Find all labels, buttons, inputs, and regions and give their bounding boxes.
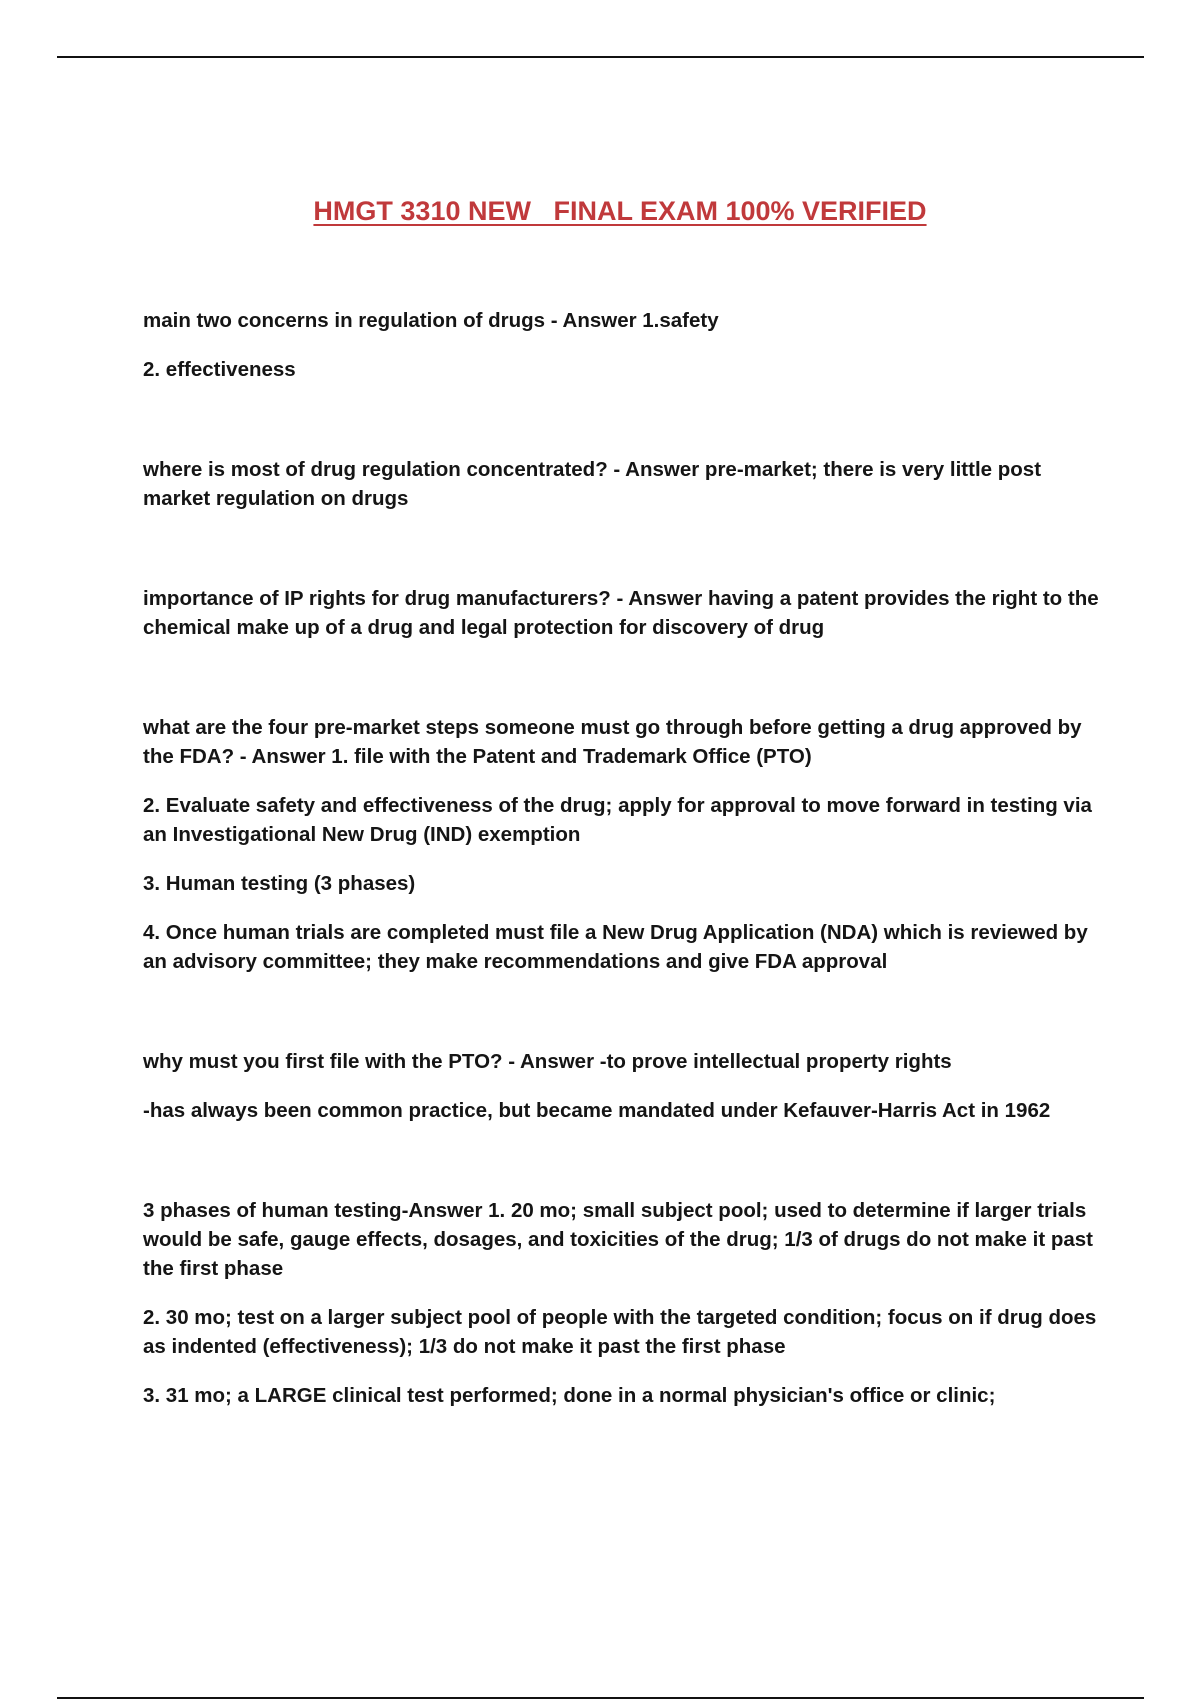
paragraph-q4-item3: 3. Human testing (3 phases) (143, 872, 416, 895)
document-title-text: HMGT 3310 NEW FINAL EXAM 100% VERIFIED (313, 196, 927, 226)
document-body (143, 306, 1103, 1410)
paragraph-q2: where is most of drug regulation concentrated? - Answer pre-market; there is very little post market regulation on drugs (143, 458, 1042, 510)
bottom-rule (57, 1697, 1144, 1699)
document-title (0, 196, 1200, 227)
paragraph-q6-item2: 2. 30 mo; test on a larger subject pool of people with the targeted condition; focus on if drug does as indented (effectiveness); 1/3 do not make it past the first phase (143, 1306, 1097, 1358)
paragraph-q5: why must you first file with the PTO? - Answer -to prove intellectual property rights (143, 1050, 952, 1073)
paragraph-q4-item4: 4. Once human trials are completed must file a New Drug Application (NDA) which is reviewed by an advisory committee; they make recommendations and give FDA approval (143, 921, 1088, 973)
paragraph-q5-item2: -has always been common practice, but became mandated under Kefauver-Harris Act in 1962 (143, 1099, 1051, 1122)
paragraph-q4-item2: 2. Evaluate safety and effectiveness of the drug; apply for approval to move forward in testing via an Investigational New Drug (IND) exemption (143, 794, 1092, 846)
paragraph-q1: main two concerns in regulation of drugs - Answer 1.safety (143, 309, 719, 332)
top-rule (57, 56, 1144, 58)
paragraph-q6: 3 phases of human testing-Answer 1. 20 mo; small subject pool; used to determine if larger trials would be safe, gauge effects, dosages, and toxicities of the drug; 1/3 of drugs do not make it past the first phase (143, 1199, 1093, 1280)
paragraph-q4: what are the four pre-market steps someone must go through before getting a drug approved by the FDA? - Answer 1. file with the Patent and Trademark Office (PTO) (143, 716, 1082, 768)
paragraph-q1-item2: 2. effectiveness (143, 358, 296, 381)
paragraph-q6-item3: 3. 31 mo; a LARGE clinical test performed; done in a normal physician's office or clinic; (143, 1384, 996, 1407)
paragraph-q3: importance of IP rights for drug manufacturers? - Answer having a patent provides the right to the chemical make up of a drug and legal protection for discovery of drug (143, 587, 1099, 639)
